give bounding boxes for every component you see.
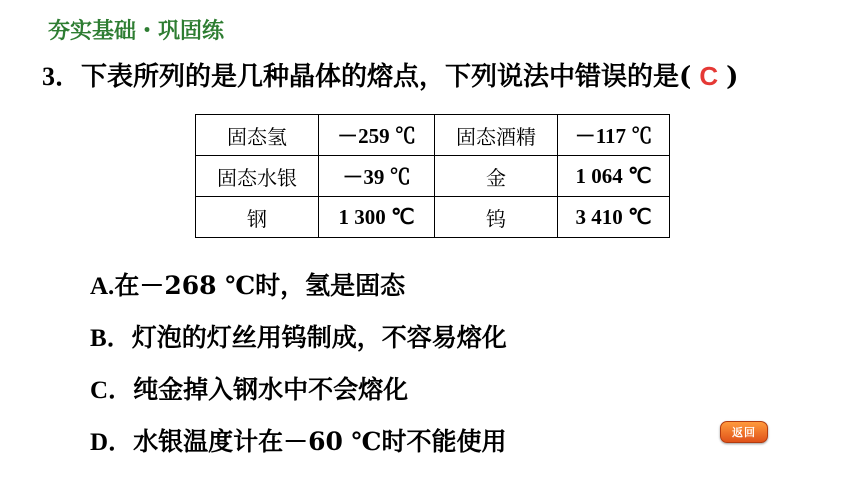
- option-text: 纯金掉入钢水中不会熔化: [133, 375, 409, 404]
- option-label: B．: [90, 325, 132, 352]
- table-cell: 钢: [196, 197, 319, 238]
- option-d: [90, 420, 507, 472]
- table-cell: －39 ℃: [319, 156, 435, 197]
- table-cell: －117 ℃: [558, 115, 670, 156]
- table-row: [196, 115, 670, 156]
- back-button[interactable]: 返回: [720, 421, 768, 443]
- table-cell: 金: [435, 156, 558, 197]
- table-cell: 3 410 ℃: [558, 197, 670, 238]
- table-row: [196, 156, 670, 197]
- section-title: 夯实基础・巩固练: [48, 19, 225, 44]
- question-text: 下表所列的是几种晶体的熔点，下列说法中错误的是(: [81, 62, 692, 92]
- option-b: [90, 316, 507, 368]
- question-close-paren: ): [726, 62, 739, 92]
- option-text: 水银温度计在－60 ℃时不能使用: [133, 427, 507, 456]
- option-text: 在－268 ℃时，氢是固态: [114, 271, 406, 300]
- melting-point-table: [195, 114, 670, 238]
- option-a: [90, 264, 507, 316]
- question-number-separator: ．: [55, 62, 82, 92]
- option-label: D．: [90, 429, 134, 456]
- option-label: A.: [90, 273, 115, 300]
- option-text: 灯泡的灯丝用钨制成，不容易熔化: [131, 323, 507, 352]
- table-cell: －259 ℃: [319, 115, 435, 156]
- table-cell: 固态氢: [196, 115, 319, 156]
- table-cell: 固态水银: [196, 156, 319, 197]
- question-stem: [42, 56, 738, 97]
- table-row: [196, 197, 670, 238]
- answer-text: C: [699, 61, 719, 91]
- option-c: [90, 368, 507, 420]
- question-number: 3: [42, 62, 55, 91]
- table-cell: 1 064 ℃: [558, 156, 670, 197]
- table-cell: 1 300 ℃: [319, 197, 435, 238]
- table-cell: 固态酒精: [435, 115, 558, 156]
- answer-options: [90, 264, 507, 472]
- table-cell: 钨: [435, 197, 558, 238]
- option-label: C．: [90, 377, 134, 404]
